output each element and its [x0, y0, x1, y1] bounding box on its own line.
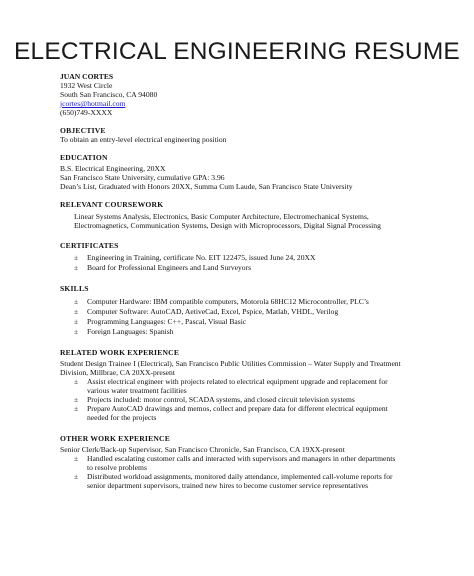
bullet-icon: ± — [74, 297, 79, 306]
bullet-icon: ± — [74, 253, 79, 262]
certificate-text: Board for Professional Engineers and Land Surveyors — [87, 263, 252, 272]
education-line: San Francisco State University, cumulative GPA: 3.96 — [60, 173, 225, 182]
other-work-heading: OTHER WORK EXPERIENCE — [60, 434, 170, 443]
related-duty-text: Assist electrical engineer with projects related to electrical equipment upgrade and replacement for — [87, 377, 388, 386]
coursework-line: Electromagnetics, Communication Systems, Design with Microprocessors, Digital Signal Processing — [74, 221, 381, 230]
education-line: Dean’s List, Graduated with Honors 20XX, Summa Cum Laude, San Francisco State University — [60, 182, 353, 191]
related-duty-text: needed for the projects — [87, 413, 157, 422]
bullet-icon: ± — [74, 317, 79, 326]
bullet-icon: ± — [74, 472, 79, 481]
related-duty-text: Projects included: motor control, SCADA systems, and closed circuit television systems — [87, 395, 355, 404]
bullet-icon: ± — [74, 327, 79, 336]
skill-text: Computer Hardware: IBM compatible computers, Motorola 68HC12 Microcontroller, PLC’s — [87, 297, 369, 306]
certificates-heading: CERTIFICATES — [60, 241, 119, 250]
resume-title: ELECTRICAL ENGINEERING RESUME — [14, 38, 460, 65]
related-work-heading: RELATED WORK EXPERIENCE — [60, 348, 180, 357]
objective-text: To obtain an entry-level electrical engineering position — [60, 135, 227, 144]
applicant-name: JUAN CORTES — [60, 72, 114, 81]
address-street: 1932 West Circle — [60, 81, 113, 90]
bullet-icon: ± — [74, 454, 79, 463]
other-duty-text: to resolve problems — [87, 463, 147, 472]
bullet-icon: ± — [74, 404, 79, 413]
bullet-icon: ± — [74, 263, 79, 272]
coursework-heading: RELEVANT COURSEWORK — [60, 200, 164, 209]
other-work-position: Senior Clerk/Back-up Supervisor, San Francisco Chronicle, San Francisco, CA 19XX-present — [60, 445, 345, 454]
objective-heading: OBJECTIVE — [60, 126, 106, 135]
related-work-position: Division, Millbrae, CA 20XX-present — [60, 368, 175, 377]
phone-number: (650)749-XXXX — [60, 108, 113, 117]
bullet-icon: ± — [74, 307, 79, 316]
other-duty-text: senior department supervisors, trained new hires to become customer service representatives — [87, 481, 369, 490]
skill-text: Foreign Languages: Spanish — [87, 327, 174, 336]
education-heading: EDUCATION — [60, 153, 108, 162]
address-city: South San Francisco, CA 94080 — [60, 90, 158, 99]
skill-text: Computer Software: AutoCAD, AetiveCad, Excel, Pspice, Matlab, VHDL, Verilog — [87, 307, 339, 316]
skill-text: Programming Languages: C++, Pascal, Visual Basic — [87, 317, 247, 326]
other-duty-text: Distributed workload assignments, monitored daily attendance, implemented call-volume reports for — [87, 472, 393, 481]
coursework-line: Linear Systems Analysis, Electronics, Basic Computer Architecture, Electromechanical Systems, — [74, 212, 369, 221]
bullet-icon: ± — [74, 395, 79, 404]
bullet-icon: ± — [74, 377, 79, 386]
skills-heading: SKILLS — [60, 284, 89, 293]
other-duty-text: Handled escalating customer calls and interacted with supervisors and managers in other departments — [87, 454, 396, 463]
related-duty-text: Prepare AutoCAD drawings and memos, collect and prepare data for different electrical equipment — [87, 404, 388, 413]
education-line: B.S. Electrical Engineering, 20XX — [60, 164, 166, 173]
certificate-text: Engineering in Training, certificate No. EIT 122475, issued June 24, 20XX — [87, 253, 316, 262]
email-link[interactable]: jcortes@hotmail.com — [60, 99, 126, 108]
related-duty-text: various water treatment facilities — [87, 386, 187, 395]
related-work-position: Student Design Trainee I (Electrical), San Francisco Public Utilities Commission – Water Supply and Treatment — [60, 359, 401, 368]
